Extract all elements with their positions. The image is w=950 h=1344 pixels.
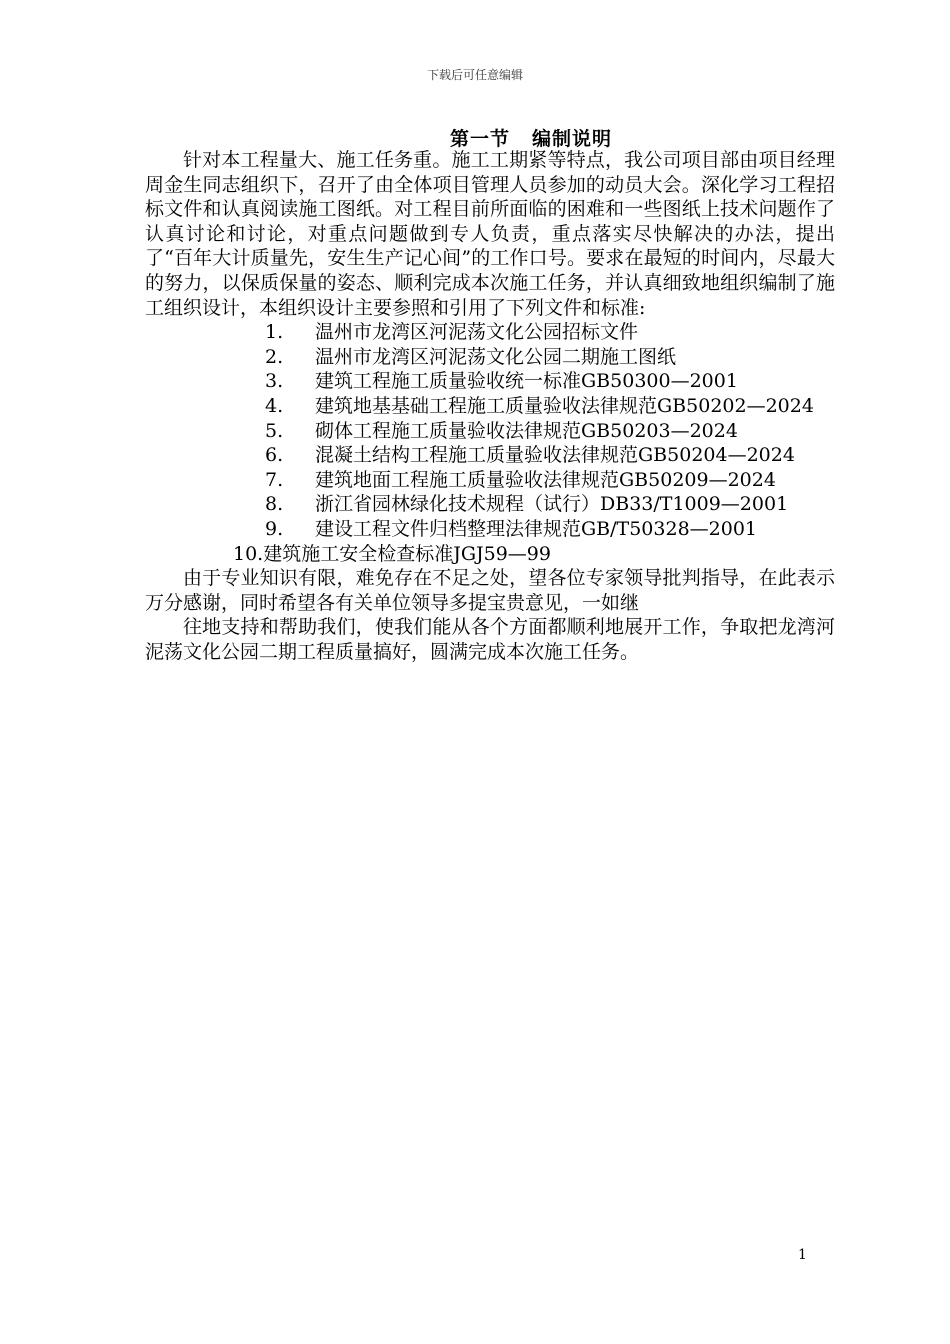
reference-item: [145, 468, 835, 493]
reference-text: 建筑施工安全检查标准JGJ59—99: [263, 542, 551, 565]
reference-text: 建筑地基基础工程施工质量验收法律规范GB50202—2024: [315, 394, 814, 417]
reference-item: [145, 394, 835, 419]
reference-item: [145, 369, 835, 394]
reference-number: 9.: [265, 517, 284, 540]
reference-item: [145, 419, 835, 444]
reference-item: [145, 443, 835, 468]
reference-item: [145, 517, 835, 542]
closing-paragraph-2: 往地支持和帮助我们，使我们能从各个方面都顺利地展开工作，争取把龙湾河泥荡文化公园二期工程质量搞好，圆满完成本次施工任务。: [145, 616, 835, 663]
closing-paragraph-1: 由于专业知识有限，难免存在不足之处，望各位专家领导批判指导，在此表示万分感谢，同时希望各有关单位领导多提宝贵意见，一如继: [145, 567, 835, 614]
reference-text: 建筑工程施工质量验收统一标准GB50300—2001: [315, 370, 738, 393]
reference-number: 5.: [265, 419, 284, 442]
reference-text: 建设工程文件归档整理法律规范GB/T50328—2001: [315, 517, 758, 540]
section-title: [0, 124, 950, 151]
section-number: 第一节: [449, 128, 510, 150]
reference-text: 混凝土结构工程施工质量验收法律规范GB50204—2024: [315, 444, 795, 467]
reference-item: [145, 542, 835, 567]
reference-number: 2.: [265, 345, 284, 368]
reference-text: 浙江省园林绿化技术规程（试行）DB33/T1009—2001: [315, 493, 789, 516]
reference-number: 1.: [265, 321, 284, 344]
reference-number: 4.: [265, 394, 284, 417]
reference-text: 建筑地面工程施工质量验收法律规范GB50209—2024: [315, 468, 776, 491]
reference-item: [145, 492, 835, 517]
reference-number: 8.: [265, 493, 284, 516]
reference-list: [145, 320, 835, 566]
reference-text: 温州市龙湾区河泥荡文化公园二期施工图纸: [315, 345, 677, 368]
page-number: 1: [798, 1247, 807, 1263]
reference-item: [145, 345, 835, 370]
page-header-note: 下载后可任意编辑: [426, 68, 523, 82]
reference-text: 温州市龙湾区河泥荡文化公园招标文件: [315, 321, 639, 344]
section-heading: 编制说明: [532, 128, 613, 150]
reference-item: [145, 320, 835, 345]
reference-number: 10.: [233, 542, 264, 565]
document-body: [145, 148, 835, 664]
reference-number: 3.: [265, 370, 284, 393]
reference-number: 6.: [265, 444, 284, 467]
reference-number: 7.: [265, 468, 284, 491]
intro-paragraph: 针对本工程量大、施工任务重。施工工期紧等特点，我公司项目部由项目经理周金生同志组织下，召开了由全体项目管理人员参加的动员大会。深化学习工程招标文件和认真阅读施工图纸。对工程目前所面临的困难和一些图纸上技术问题作了认真讨论和讨论，对重点问题做到专人负责，重点落实尽快解决的办法，提出了“百年大计质量先，安生生产记心间”的工作口号。要求在最短的时间内，尽最大的努力，以保质保量的姿态、顺利完成本次施工任务，并认真细致地组织编制了施工组织设计，本组织设计主要参照和引用了下列文件和标准:: [145, 149, 835, 319]
reference-text: 砌体工程施工质量验收法律规范GB50203—2024: [315, 419, 738, 442]
